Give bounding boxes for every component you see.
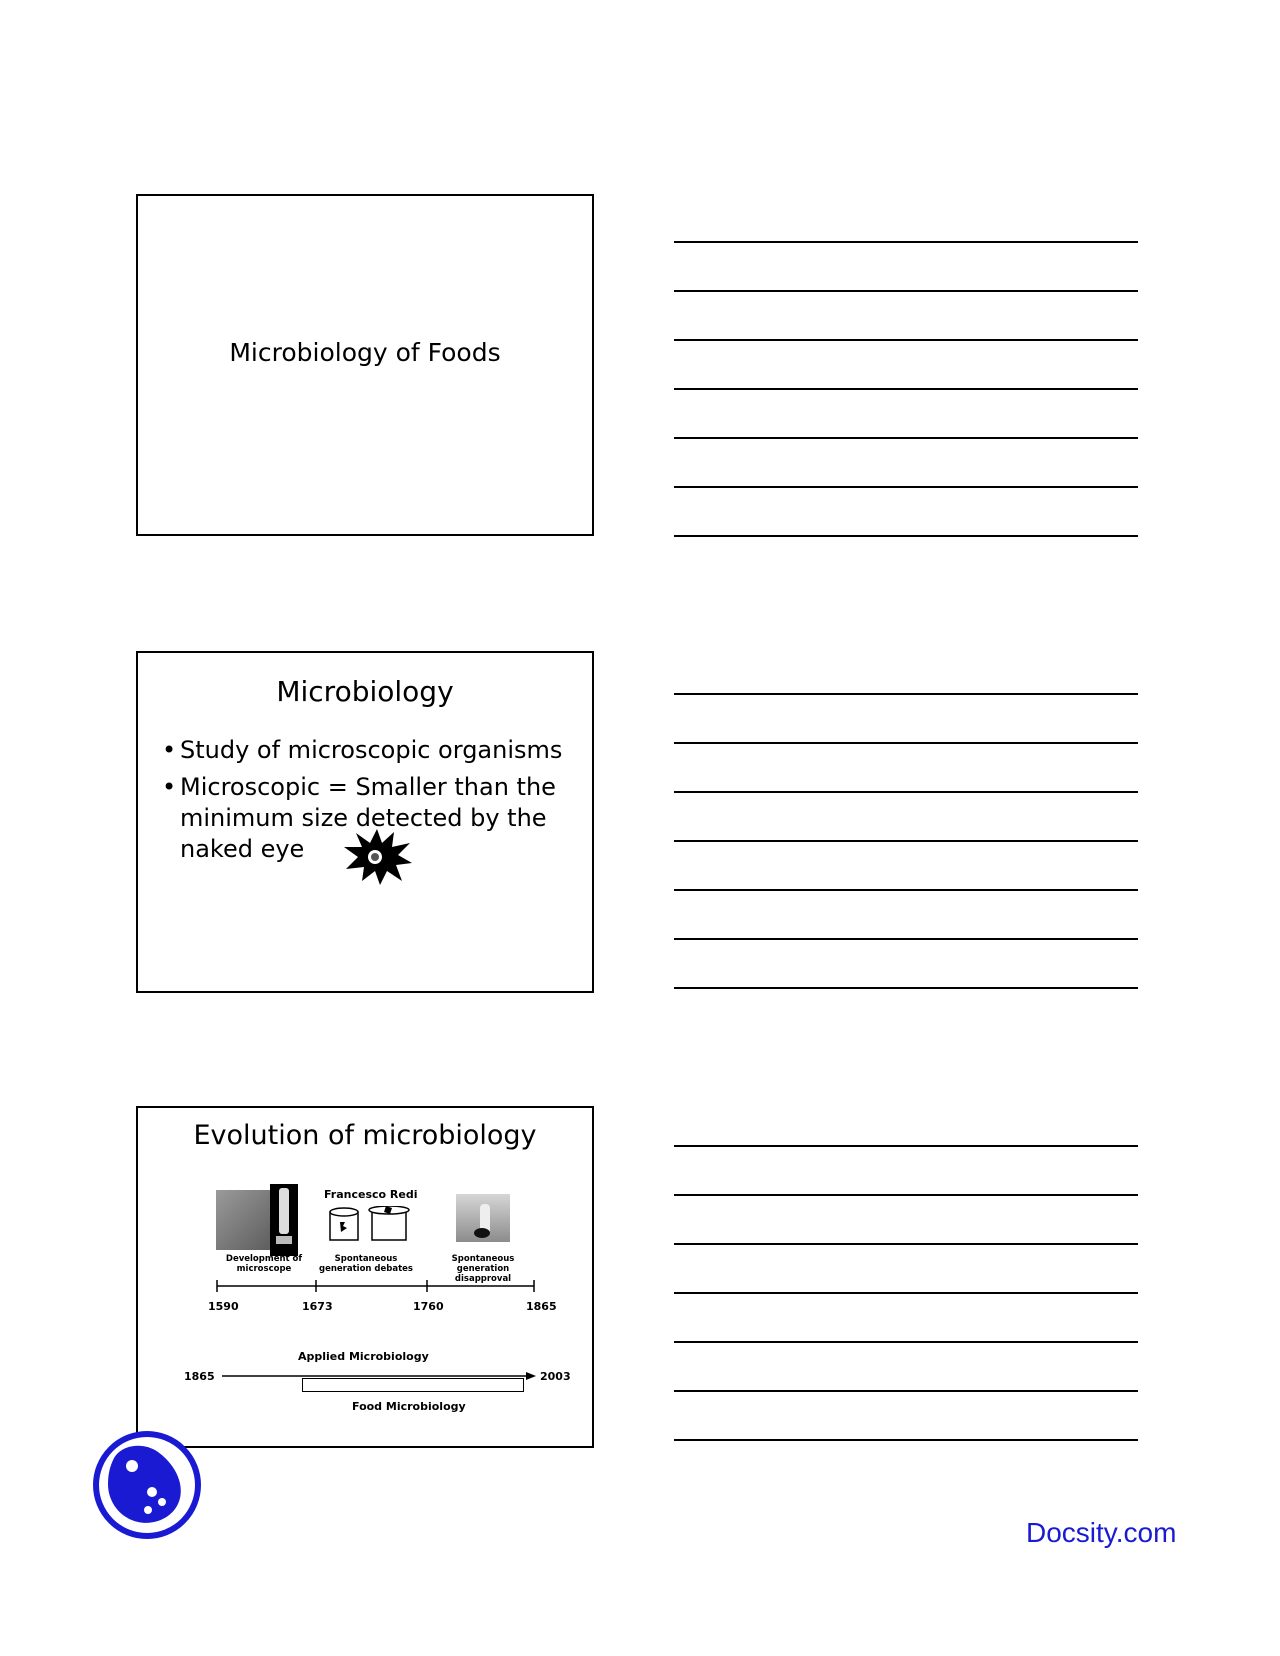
note-line — [674, 290, 1138, 292]
note-line — [674, 1292, 1138, 1294]
slide-2-title: Microbiology — [276, 675, 454, 708]
year-label: 1590 — [208, 1300, 239, 1313]
francesco-redi-label: Francesco Redi — [324, 1188, 418, 1201]
year-label: 1760 — [413, 1300, 444, 1313]
bullet-item: • Microscopic = Smaller than the minimum size detected by the naked eye — [162, 773, 556, 863]
note-line — [674, 241, 1138, 243]
note-line — [674, 535, 1138, 537]
caption-spontaneous-generation-debates: Spontaneous generation debates — [319, 1254, 413, 1274]
note-line — [674, 938, 1138, 940]
microscope-photo — [270, 1184, 298, 1256]
docsity-logo-icon[interactable] — [92, 1430, 202, 1540]
microscope-photo — [216, 1190, 270, 1250]
note-line — [674, 1390, 1138, 1392]
slide-3 — [136, 1106, 594, 1448]
food-microbiology-label: Food Microbiology — [352, 1400, 466, 1413]
slide-3-title: Evolution of microbiology — [193, 1120, 537, 1151]
note-line — [674, 693, 1138, 695]
timeline-axis — [216, 1278, 536, 1296]
note-line — [674, 437, 1138, 439]
docsity-link[interactable]: Docsity.com — [1026, 1517, 1177, 1548]
note-line — [674, 840, 1138, 842]
jars-icon — [328, 1206, 418, 1242]
end-year-label: 2003 — [540, 1370, 571, 1383]
note-line — [674, 987, 1138, 989]
note-line — [674, 339, 1138, 341]
applied-microbiology-label: Applied Microbiology — [298, 1350, 429, 1363]
caption-spontaneous-generation-disapproval: Spontaneous generation disapproval — [451, 1254, 515, 1284]
swan-neck-flask-photo — [456, 1194, 510, 1242]
slide-1 — [136, 194, 594, 536]
slide-1-title: Microbiology of Foods — [229, 338, 501, 367]
slide-2 — [136, 651, 594, 993]
note-line — [674, 1341, 1138, 1343]
caption-development-of-microscope: Development of microscope — [225, 1254, 303, 1274]
note-line — [674, 388, 1138, 390]
note-line — [674, 1243, 1138, 1245]
note-line — [674, 1145, 1138, 1147]
food-microbiology-bar — [302, 1378, 524, 1392]
year-label: 1865 — [526, 1300, 557, 1313]
note-line — [674, 791, 1138, 793]
note-line — [674, 1439, 1138, 1441]
start-year-label: 1865 — [184, 1370, 215, 1383]
year-label: 1673 — [302, 1300, 333, 1313]
note-line — [674, 742, 1138, 744]
note-line — [674, 1194, 1138, 1196]
bullet-item: • Study of microscopic organisms — [162, 736, 563, 764]
note-line — [674, 486, 1138, 488]
starburst-icon — [342, 829, 412, 885]
note-line — [674, 889, 1138, 891]
